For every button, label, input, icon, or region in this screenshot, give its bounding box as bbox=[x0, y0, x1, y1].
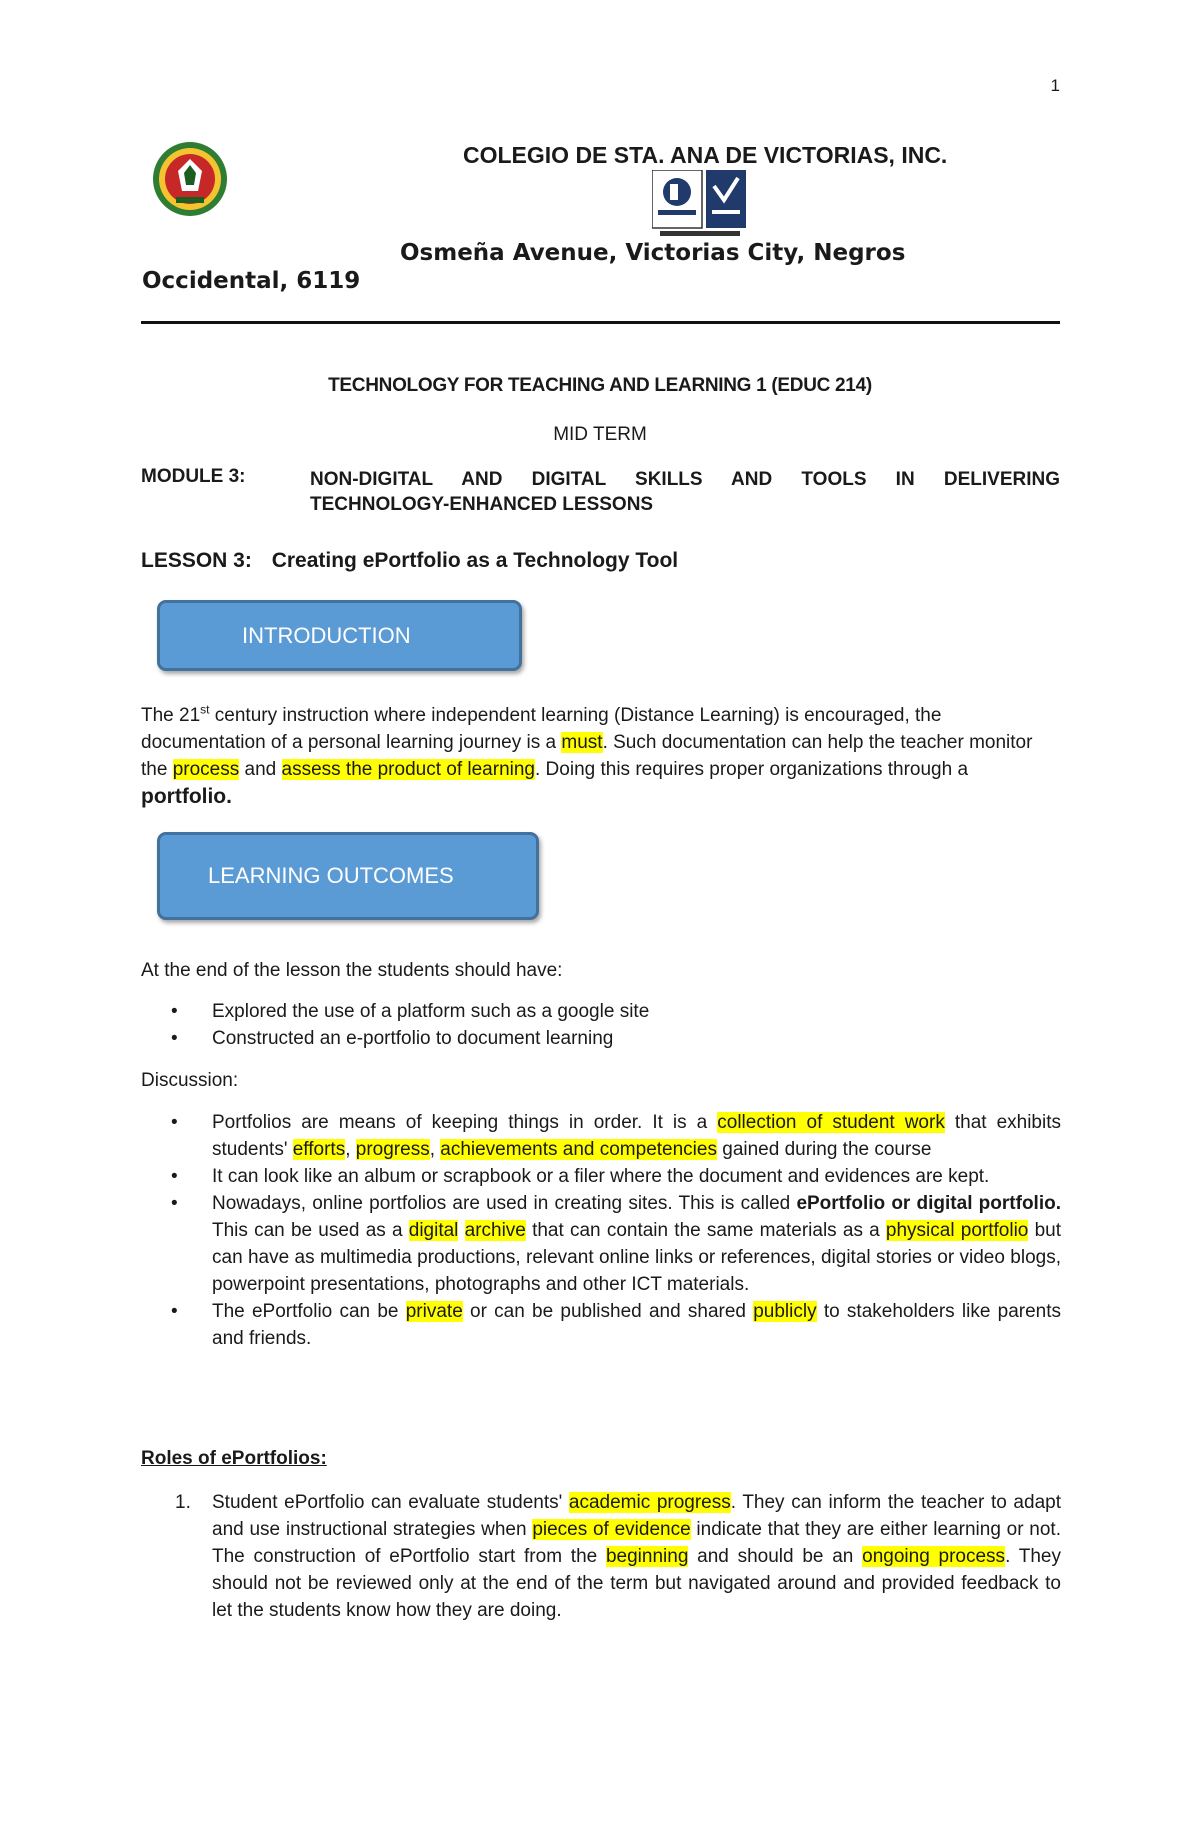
intro-text: . Such documentation can help the teacher monitor the bbox=[141, 732, 1033, 780]
text: This can be used as a bbox=[212, 1220, 409, 1241]
list-item bbox=[141, 1298, 1061, 1352]
lesson-title: Creating ePortfolio as a Technology Tool bbox=[271, 549, 679, 572]
highlight: publicly bbox=[753, 1301, 817, 1322]
highlight: digital bbox=[408, 1220, 459, 1241]
text: , bbox=[429, 1139, 441, 1160]
intro-paragraph bbox=[141, 702, 1061, 811]
text: The ePortfolio can be bbox=[212, 1301, 406, 1322]
list-item: • Constructed an e-portfolio to document learning bbox=[141, 1025, 1061, 1052]
text: but can have as multimedia productions, relevant online links or references, digital stories or video blogs, powerpoint presentations, photographs and other ICT materials. bbox=[212, 1220, 1061, 1295]
header-divider bbox=[141, 321, 1060, 324]
highlight: beginning bbox=[605, 1546, 689, 1567]
list-item bbox=[141, 1489, 1061, 1624]
outcomes-lead: At the end of the lesson the students should have: bbox=[141, 960, 563, 981]
highlight: academic progress bbox=[568, 1492, 731, 1513]
intro-text: and bbox=[239, 759, 282, 780]
term-label: MID TERM bbox=[553, 424, 647, 445]
address-line-1: Osmeña Avenue, Victorias City, Negros bbox=[400, 240, 906, 266]
course-title: TECHNOLOGY FOR TEACHING AND LEARNING 1 (EDUC 214) bbox=[328, 375, 872, 396]
list-item bbox=[141, 1190, 1061, 1298]
text: or can be published and shared bbox=[462, 1301, 754, 1322]
text bbox=[458, 1220, 464, 1241]
address-line-2: Occidental, 6119 bbox=[142, 268, 361, 294]
text: to stakeholders like parents and friends. bbox=[212, 1301, 1062, 1349]
text: . They can inform the teacher to adapt and use instructional strategies when bbox=[212, 1492, 1061, 1540]
page-number: 1 bbox=[1050, 76, 1060, 95]
lesson-heading bbox=[141, 549, 678, 573]
highlight: collection of student work bbox=[717, 1112, 945, 1133]
text: Nowadays, online portfolios are used in creating sites. This is called bbox=[212, 1193, 797, 1214]
intro-text: century instruction where independent learning (Distance Learning) is encouraged, the documentation of a personal learning journey is a bbox=[141, 705, 942, 753]
text: indicate that they are either learning or not. The construction of ePortfolio start from the bbox=[212, 1519, 1061, 1567]
module-title-line1: NON-DIGITAL AND DIGITAL SKILLS AND TOOLS IN DELIVERING bbox=[310, 469, 1060, 490]
introduction-banner: INTRODUCTION bbox=[157, 600, 522, 671]
outcomes-list bbox=[141, 998, 1061, 1052]
highlight: private bbox=[405, 1301, 463, 1322]
highlight: ongoing process bbox=[862, 1546, 1006, 1567]
lesson-label: LESSON 3: bbox=[141, 549, 252, 572]
module-label: MODULE 3: bbox=[141, 466, 246, 487]
intro-superscript: st bbox=[200, 702, 210, 717]
list-item: • It can look like an album or scrapbook or a filer where the document and evidences are kept. bbox=[141, 1163, 1061, 1190]
discussion-list bbox=[141, 1109, 1061, 1352]
text: , bbox=[345, 1139, 356, 1160]
roles-list bbox=[141, 1489, 1061, 1624]
learning-outcomes-banner: LEARNING OUTCOMES bbox=[157, 832, 539, 920]
module-title-line2: TECHNOLOGY-ENHANCED LESSONS bbox=[310, 494, 654, 515]
bold-text: ePortfolio or digital portfolio. bbox=[796, 1193, 1061, 1214]
intro-text: The 21 bbox=[141, 705, 201, 726]
college-name: COLEGIO DE STA. ANA DE VICTORIAS, INC. bbox=[463, 142, 948, 168]
school-seal-logo bbox=[152, 141, 228, 217]
highlight: achievements and competencies bbox=[440, 1139, 717, 1160]
intro-bold: portfolio. bbox=[141, 785, 232, 808]
text: that exhibits students' bbox=[212, 1112, 1062, 1160]
text: and should be an bbox=[688, 1546, 863, 1567]
intro-highlight: assess the product of learning bbox=[281, 759, 535, 780]
text: that can contain the same materials as a bbox=[525, 1220, 886, 1241]
text: . They should not be reviewed only at the end of the term but navigated around and provided feedback to let the students know how they are doing. bbox=[212, 1546, 1061, 1621]
highlight: progress bbox=[355, 1139, 430, 1160]
text: gained during the course bbox=[716, 1139, 932, 1160]
iso-certification-badge bbox=[652, 170, 747, 238]
text: Student ePortfolio can evaluate students' bbox=[212, 1492, 569, 1513]
intro-highlight: process bbox=[172, 759, 240, 780]
intro-highlight: must bbox=[561, 732, 603, 753]
list-item bbox=[141, 1109, 1061, 1163]
intro-text: . Doing this requires proper organizations through a bbox=[535, 759, 969, 780]
roles-heading: Roles of ePortfolios: bbox=[141, 1448, 327, 1469]
highlight: archive bbox=[464, 1220, 526, 1241]
highlight: efforts bbox=[292, 1139, 346, 1160]
discussion-label: Discussion: bbox=[141, 1070, 239, 1091]
text: Portfolios are means of keeping things in order. It is a bbox=[212, 1112, 718, 1133]
list-item: • Explored the use of a platform such as a google site bbox=[141, 998, 1061, 1025]
highlight: physical portfolio bbox=[885, 1220, 1029, 1241]
highlight: pieces of evidence bbox=[532, 1519, 691, 1540]
list-number: 1. bbox=[175, 1492, 191, 1513]
